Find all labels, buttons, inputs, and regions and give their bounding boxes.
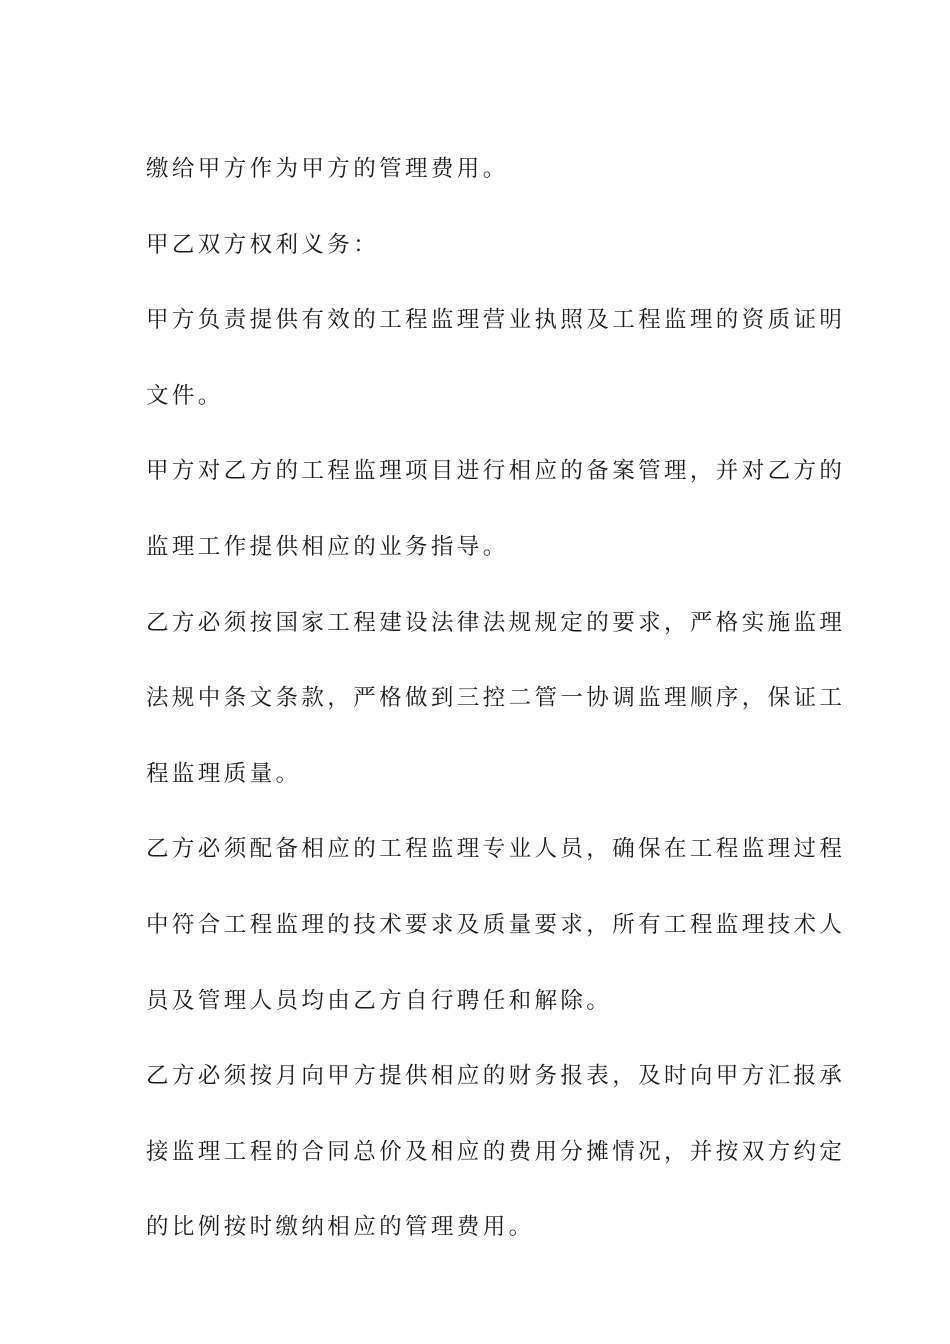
paragraph-rights-obligations-heading: [146, 208, 806, 284]
paragraph-party-a-licenses: [146, 283, 846, 434]
text-line: 缴给甲方作为甲方的管理费用。: [146, 156, 509, 182]
text-line: 监理工作提供相应的业务指导。: [146, 533, 509, 560]
text-line: 接监理工程的合同总价及相应的费用分摊情况，并按双方约定: [146, 1138, 846, 1165]
text-line: 文件。: [146, 382, 224, 409]
paragraph-management-fee-continuation: [146, 132, 806, 208]
text-line: 乙方必须配备相应的工程监理专业人员，确保在工程监理过程: [146, 836, 846, 863]
paragraph-party-b-reporting: [146, 1039, 846, 1266]
text-line: 甲方负责提供有效的工程监理营业执照及工程监理的资质证明: [146, 307, 846, 334]
text-line: 的比例按时缴纳相应的管理费用。: [146, 1214, 535, 1241]
text-line: 乙方必须按月向甲方提供相应的财务报表，及时向甲方汇报承: [146, 1063, 846, 1090]
section-heading: 甲乙双方权利义务：: [146, 231, 380, 258]
text-line: 员及管理人员均由乙方自行聘任和解除。: [146, 987, 613, 1014]
text-line: 甲方对乙方的工程监理项目进行相应的备案管理，并对乙方的: [146, 458, 846, 485]
paragraph-party-b-staffing: [146, 812, 846, 1039]
document-body: [146, 132, 846, 1266]
text-line: 程监理质量。: [146, 760, 302, 787]
paragraph-party-a-filing-guidance: [146, 434, 846, 585]
text-line: 法规中条文条款，严格做到三控二管一协调监理顺序，保证工: [146, 685, 846, 712]
paragraph-party-b-compliance: [146, 586, 846, 813]
text-line: 乙方必须按国家工程建设法律法规规定的要求，严格实施监理: [146, 609, 846, 636]
text-line: 中符合工程监理的技术要求及质量要求，所有工程监理技术人: [146, 911, 846, 938]
